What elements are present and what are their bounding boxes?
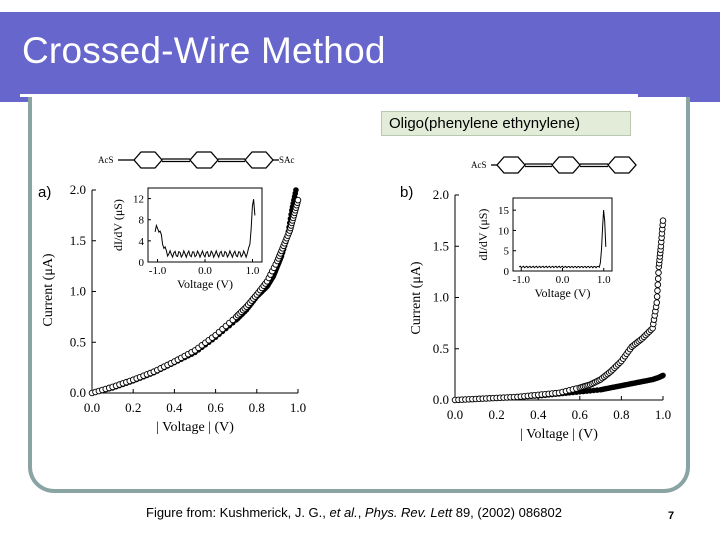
inset-x-tick-label: 1.0 <box>245 265 260 277</box>
y-tick-label: 1.0 <box>69 283 86 299</box>
x-axis-label: | Voltage | (V) <box>520 427 598 442</box>
slide-title: Crossed-Wire Method <box>22 30 386 71</box>
y-tick-label: 0.5 <box>432 340 449 356</box>
molecule-b-left-label: AcS <box>471 160 487 170</box>
chart-a <box>38 182 306 435</box>
data-point-open <box>654 294 660 300</box>
y-tick-label: 0.5 <box>69 334 86 350</box>
inset-y-tick-label: 12 <box>133 193 144 206</box>
inset-y-tick-label: 4 <box>138 235 144 248</box>
inset-y-tick-label: 0 <box>503 266 509 278</box>
inset-frame <box>148 188 262 262</box>
data-point-open <box>655 288 661 294</box>
y-tick-label: 0.0 <box>69 385 86 400</box>
y-tick-label: 1.5 <box>69 232 86 248</box>
inset-y-tick-label: 5 <box>503 245 509 258</box>
inset-x-tick-label: 0.0 <box>198 265 212 277</box>
x-tick-label: 0.6 <box>571 407 588 422</box>
chart-b <box>400 184 671 442</box>
data-point-open <box>660 218 666 224</box>
y-axis-label: Current (μA) <box>409 261 424 335</box>
inset-y-tick-label: 10 <box>498 225 509 238</box>
data-point-open <box>656 270 662 276</box>
caption-suffix: 89, (2002) 086802 <box>452 505 562 520</box>
subtitle-text: Oligo(phenylene ethynylene) <box>389 115 580 132</box>
data-point-open <box>295 197 301 203</box>
inset-x-axis-label: Voltage (V) <box>176 277 234 291</box>
x-tick-label: 0.8 <box>613 407 630 422</box>
x-tick-label: 0.0 <box>446 407 464 422</box>
caption-prefix: Figure from: Kushmerick, J. G., <box>146 505 330 520</box>
molecule-a <box>98 152 295 168</box>
caption-journal: Phys. Rev. Lett <box>364 505 453 520</box>
x-tick-label: 0.2 <box>488 407 505 422</box>
x-tick-label: 1.0 <box>654 407 672 422</box>
x-tick-label: 0.6 <box>207 400 224 415</box>
data-point-open <box>654 300 660 306</box>
data-point-open <box>655 282 661 288</box>
data-point-open <box>655 276 661 282</box>
y-tick-label: 1.5 <box>432 238 449 254</box>
inset-y-axis-label: dI/dV (μS) <box>111 199 125 251</box>
caption-etal: et al. <box>329 505 358 520</box>
inset-x-tick-label: -1.0 <box>512 274 530 286</box>
x-axis-label: | Voltage | (V) <box>156 420 234 435</box>
inset-y-axis-label: dI/dV (μS) <box>476 208 490 261</box>
inset-y-tick-label: 15 <box>498 205 509 218</box>
inset-x-tick-label: 1.0 <box>596 274 611 286</box>
molecule-b <box>471 157 636 173</box>
x-tick-label: 0.8 <box>248 400 265 415</box>
x-tick-label: 0.4 <box>530 407 547 422</box>
inset-y-tick-label: 0 <box>138 257 144 269</box>
page-number: 7 <box>668 510 675 522</box>
inset-x-tick-label: -1.0 <box>148 265 167 277</box>
inset-x-tick-label: 0.0 <box>555 274 570 286</box>
x-tick-label: 0.4 <box>166 400 183 415</box>
molecule-a-right-label: SAc <box>279 155 295 165</box>
caption-mid: , <box>357 505 365 520</box>
y-tick-label: 2.0 <box>432 187 449 202</box>
y-tick-label: 2.0 <box>69 182 86 197</box>
x-tick-label: 0.0 <box>83 400 101 415</box>
molecule-a-left-label: AcS <box>98 155 114 165</box>
y-tick-label: 1.0 <box>432 289 449 305</box>
y-tick-label: 0.0 <box>432 392 449 407</box>
x-tick-label: 0.2 <box>125 400 142 415</box>
inset-frame <box>513 198 612 271</box>
inset-x-axis-label: Voltage (V) <box>534 286 591 300</box>
x-tick-label: 1.0 <box>289 400 307 415</box>
figure-caption <box>146 505 562 520</box>
inset-y-tick-label: 8 <box>138 214 144 227</box>
panel-label: b) <box>400 184 414 201</box>
panel-label: a) <box>38 184 52 201</box>
data-point-filled <box>293 187 299 193</box>
data-point-filled <box>660 373 666 379</box>
y-axis-label: Current (μA) <box>41 253 56 327</box>
